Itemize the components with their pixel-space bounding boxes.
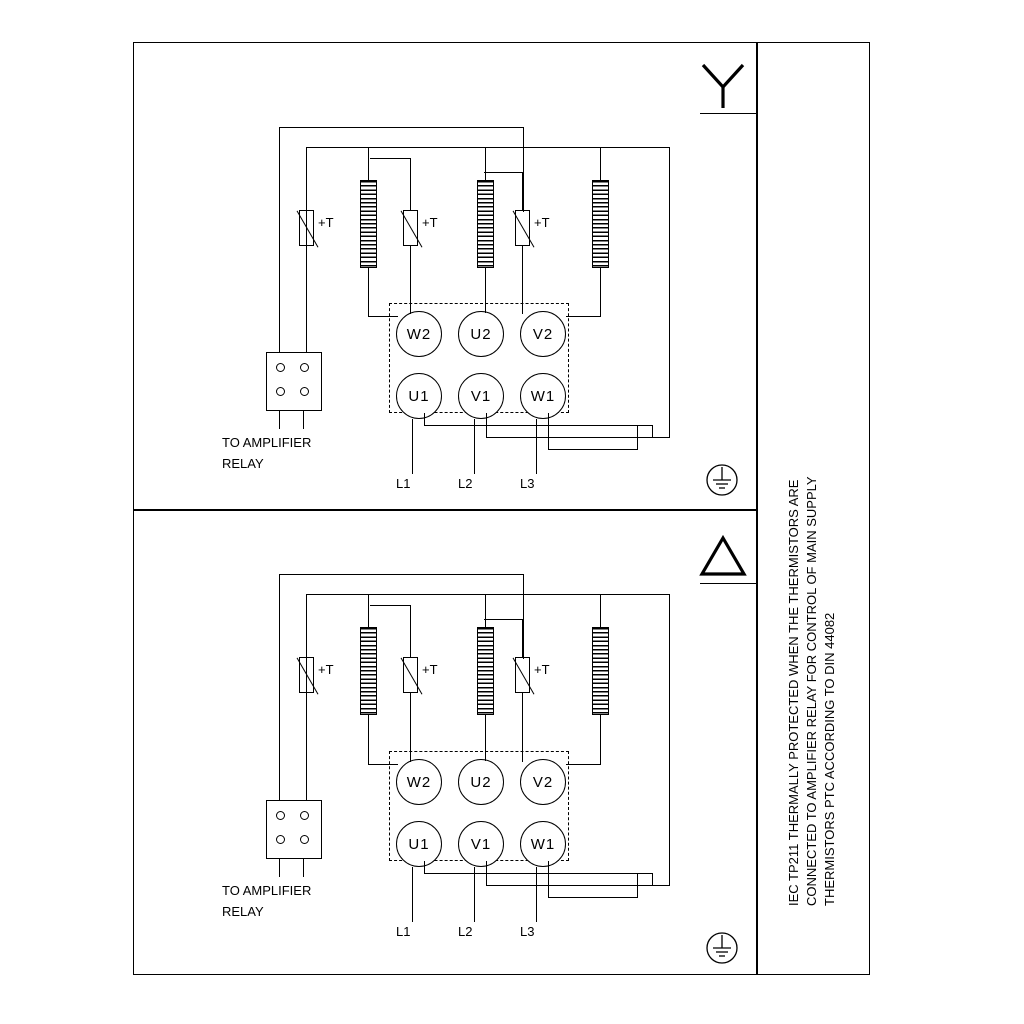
relay-pin-4-star xyxy=(300,387,309,396)
terminal-u1-star: U1 xyxy=(396,373,442,419)
earth-ground-symbol-delta xyxy=(700,928,744,968)
wire-bus-right2-delta xyxy=(669,594,670,885)
relay-pin-2-delta xyxy=(300,811,309,820)
wire-coil2-top-star xyxy=(485,147,486,180)
side-note-line-2: CONNECTED TO AMPLIFIER RELAY FOR CONTROL OF MAIN SUPPLY xyxy=(804,476,819,906)
wire-therm1-bottom-star xyxy=(306,246,307,352)
amplifier-label-line2-star: RELAY xyxy=(222,456,264,471)
terminal-v2-star: V2 xyxy=(520,311,566,357)
star-symbol-underline xyxy=(700,113,757,114)
winding-coil-1-delta xyxy=(360,627,377,715)
wire-therm2-bottom-delta xyxy=(410,693,411,762)
note-column-divider xyxy=(756,42,758,975)
winding-coil-3-delta xyxy=(592,627,609,715)
thermistor-3-delta xyxy=(515,657,530,693)
amplifier-label-line1-delta: TO AMPLIFIER xyxy=(222,883,312,898)
wire-coil2-down-delta xyxy=(485,715,486,761)
relay-pin-1-delta xyxy=(276,811,285,820)
wire-therm2-bottom-star xyxy=(410,246,411,314)
wire-coil3-to-v2-star xyxy=(566,316,601,317)
supply-label-l2-star: L2 xyxy=(458,476,473,491)
wire-coil1-top-star xyxy=(368,147,369,180)
wire-coil3-top-delta xyxy=(600,594,601,627)
wire-thermistor-bus-top-star xyxy=(279,127,524,128)
wire-coil3-down-star xyxy=(600,268,601,316)
wire-lower-bus3-delta xyxy=(548,897,638,898)
wire-therm2-top-delta xyxy=(410,605,411,657)
terminal-w2-star: W2 xyxy=(396,311,442,357)
supply-label-l2-delta: L2 xyxy=(458,924,473,939)
delta-symbol-underline xyxy=(700,583,757,584)
wire-coil3-down-delta xyxy=(600,715,601,764)
side-note-line-3: THERMISTORS PTC ACCORDING TO DIN 44082 xyxy=(822,612,837,906)
earth-ground-symbol-star xyxy=(700,460,744,500)
wire-thermistor-bus-top2-star xyxy=(306,147,670,148)
thermistor-3-star xyxy=(515,210,530,246)
wire-u1-down-delta xyxy=(412,867,413,922)
wire-lower-bus3-right-delta xyxy=(637,873,638,898)
winding-coil-3-star xyxy=(592,180,609,268)
terminal-w1-star: W1 xyxy=(520,373,566,419)
wire-coil3-to-v2-delta xyxy=(566,764,601,765)
wire-lower-bus1-star xyxy=(424,425,653,426)
relay-pin-3-star xyxy=(276,387,285,396)
terminal-u2-delta: U2 xyxy=(458,759,504,805)
terminal-v1-delta: V1 xyxy=(458,821,504,867)
wire-therm3-bottom-star xyxy=(522,246,523,314)
supply-label-l1-delta: L1 xyxy=(396,924,411,939)
wire-thermistor-bus-left-delta xyxy=(279,574,280,800)
wire-v1-down-star xyxy=(474,419,475,474)
side-note-line-1: IEC TP211 THERMALLY PROTECTED WHEN THE THERMISTORS ARE xyxy=(786,479,801,906)
wire-lower-bus1-left-star xyxy=(424,413,425,426)
relay-lead-1-star xyxy=(279,411,280,429)
thermistor-2-delta xyxy=(403,657,418,693)
wire-lower-bus-mid-star xyxy=(652,425,653,438)
wire-therm2-top-star xyxy=(410,158,411,210)
panel-divider xyxy=(133,509,757,511)
relay-lead-2-star xyxy=(303,411,304,429)
wire-coil2-down-star xyxy=(485,268,486,313)
supply-label-l3-delta: L3 xyxy=(520,924,535,939)
terminal-u1-delta: U1 xyxy=(396,821,442,867)
wire-coil3-top-star xyxy=(600,147,601,180)
wire-coil1-top-delta xyxy=(368,594,369,627)
wire-lower-bus2-delta xyxy=(486,885,670,886)
relay-pin-4-delta xyxy=(300,835,309,844)
amplifier-relay-connector-delta xyxy=(266,800,322,859)
relay-lead-1-delta xyxy=(279,859,280,877)
wire-lower-bus1-left-delta xyxy=(424,861,425,874)
wire-therm3-lead-star xyxy=(484,172,523,173)
relay-lead-2-delta xyxy=(303,859,304,877)
thermistor-3-label-star: +T xyxy=(534,215,550,230)
wire-therm1-top-star xyxy=(306,147,307,210)
wire-therm2-lead-star xyxy=(370,158,411,159)
wire-bus-right2-star xyxy=(669,147,670,437)
thermistor-2-label-delta: +T xyxy=(422,662,438,677)
wire-lower-bus3-left-delta xyxy=(548,861,549,898)
wire-coil1-down-star xyxy=(368,268,369,316)
thermistor-2-star xyxy=(403,210,418,246)
wire-therm3-top-delta xyxy=(522,619,523,657)
supply-label-l1-star: L1 xyxy=(396,476,411,491)
wire-v1-down-delta xyxy=(474,867,475,922)
winding-coil-2-delta xyxy=(477,627,494,715)
terminal-v1-star: V1 xyxy=(458,373,504,419)
winding-coil-1-star xyxy=(360,180,377,268)
wire-coil1-to-w2-star xyxy=(368,316,398,317)
wire-lower-bus3-left-star xyxy=(548,413,549,450)
wire-w1-down-delta xyxy=(536,867,537,922)
wire-u1-down-star xyxy=(412,419,413,474)
wire-w1-down-star xyxy=(536,419,537,474)
relay-pin-3-delta xyxy=(276,835,285,844)
wire-therm1-top-delta xyxy=(306,594,307,657)
wire-lower-bus2-left-star xyxy=(486,413,487,438)
winding-coil-2-star xyxy=(477,180,494,268)
wire-coil1-down-delta xyxy=(368,715,369,764)
wire-thermistor-bus-top-delta xyxy=(279,574,524,575)
thermistor-1-label-star: +T xyxy=(318,215,334,230)
terminal-u2-star: U2 xyxy=(458,311,504,357)
relay-pin-2-star xyxy=(300,363,309,372)
amplifier-relay-connector-star xyxy=(266,352,322,411)
wire-therm3-top-star xyxy=(522,172,523,210)
wire-therm3-bottom-delta xyxy=(522,693,523,762)
wire-thermistor-bus-left-star xyxy=(279,127,280,352)
thermistor-2-label-star: +T xyxy=(422,215,438,230)
wire-lower-bus-mid-delta xyxy=(652,873,653,886)
wire-therm2-lead-delta xyxy=(370,605,411,606)
amplifier-label-line2-delta: RELAY xyxy=(222,904,264,919)
terminal-w1-delta: W1 xyxy=(520,821,566,867)
relay-pin-1-star xyxy=(276,363,285,372)
amplifier-label-line1-star: TO AMPLIFIER xyxy=(222,435,312,450)
wire-lower-bus1-delta xyxy=(424,873,653,874)
delta-symbol xyxy=(697,533,749,579)
wire-coil1-to-w2-delta xyxy=(368,764,398,765)
wire-therm3-lead-delta xyxy=(484,619,523,620)
terminal-v2-delta: V2 xyxy=(520,759,566,805)
wire-lower-bus3-star xyxy=(548,449,638,450)
wire-lower-bus2-star xyxy=(486,437,670,438)
supply-label-l3-star: L3 xyxy=(520,476,535,491)
thermistor-1-label-delta: +T xyxy=(318,662,334,677)
wire-thermistor-bus-top2-delta xyxy=(306,594,670,595)
terminal-w2-delta: W2 xyxy=(396,759,442,805)
thermistor-3-label-delta: +T xyxy=(534,662,550,677)
star-wye-symbol xyxy=(698,60,748,112)
wire-therm1-bottom-delta xyxy=(306,693,307,800)
wire-lower-bus3-right-star xyxy=(637,425,638,450)
wire-lower-bus2-left-delta xyxy=(486,861,487,886)
wire-coil2-top-delta xyxy=(485,594,486,627)
